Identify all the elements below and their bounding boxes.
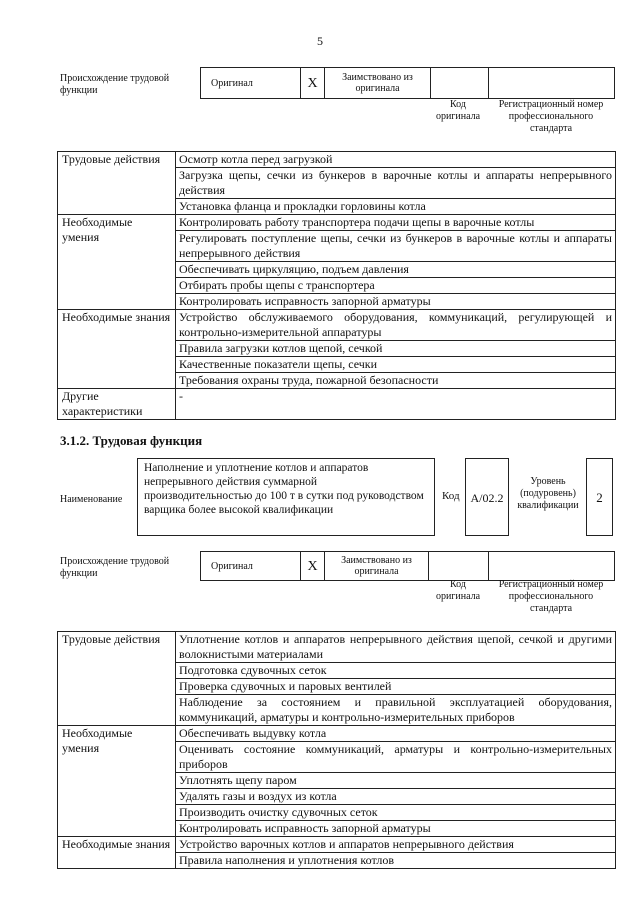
function-name: Наполнение и уплотнение котлов и аппаратов непрерывного действия суммарной производительностью до 100 т в сутки под руководством варщика более высокой квалификации <box>137 458 435 536</box>
table-row <box>58 726 616 742</box>
list-item: Удалять газы и воздух из котла <box>176 789 616 805</box>
origin-reg-cell <box>489 68 615 99</box>
list-item: Подготовка сдувочных сеток <box>176 663 616 679</box>
list-item: Правила загрузки котлов щепой, сечкой <box>176 341 616 357</box>
list-item: Осмотр котла перед загрузкой <box>176 152 616 168</box>
list-item: Устройство варочных котлов и аппаратов непрерывного действия <box>176 837 616 853</box>
table-row <box>58 837 616 853</box>
name-label: Наименование <box>60 494 123 505</box>
table-row <box>58 215 616 231</box>
category-knowledge: Необходимые знания <box>58 310 176 389</box>
list-item: Наблюдение за состоянием и правильной эксплуатацией оборудования, коммуникаций, арматуры и контрольно-измерительных приборов <box>176 695 616 726</box>
code-value: A/02.2 <box>465 458 509 536</box>
list-item: Требования охраны труда, пожарной безопасности <box>176 373 616 389</box>
list-item: Отбирать пробы щепы с транспортера <box>176 278 616 294</box>
category-skills: Необходимые умения <box>58 215 176 310</box>
category-knowledge-2: Необходимые знания <box>58 837 176 869</box>
list-item: Устройство обслуживаемого оборудования, коммуникаций, регулирующей и контрольно-измерительной аппаратуры <box>176 310 616 341</box>
list-item: Обеспечивать циркуляцию, подъем давления <box>176 262 616 278</box>
table-row <box>58 152 616 168</box>
category-labor-actions-2: Трудовые действия <box>58 632 176 726</box>
labor-function-table-1 <box>57 151 616 420</box>
section-title: 3.1.2. Трудовая функция <box>60 433 203 448</box>
origin-mark: X <box>301 68 325 99</box>
table-row <box>58 389 616 420</box>
labor-function-table-2 <box>57 631 616 869</box>
code-label: Код <box>442 490 460 502</box>
origin-code-note: Код оригинала <box>435 99 481 122</box>
list-item: Качественные показатели щепы, сечки <box>176 357 616 373</box>
list-item: Установка фланца и прокладки горловины котла <box>176 199 616 215</box>
category-labor-actions: Трудовые действия <box>58 152 176 215</box>
origin-borrowed-2: Заимствовано из оригинала <box>325 552 429 581</box>
origin-reg-cell-2 <box>489 552 615 581</box>
origin-code-cell-2 <box>429 552 489 581</box>
page-number: 5 <box>317 34 323 48</box>
category-skills-2: Необходимые умения <box>58 726 176 837</box>
category-other: Другие характеристики <box>58 389 176 420</box>
list-item: Контролировать работу транспортера подачи щепы в варочные котлы <box>176 215 616 231</box>
origin-code-note-2: Код оригинала <box>435 579 481 602</box>
list-item: Правила наполнения и уплотнения котлов <box>176 853 616 869</box>
list-item: Загрузка щепы, сечки из бункеров в варочные котлы и аппараты непрерывного действия <box>176 168 616 199</box>
origin-mark-2: X <box>301 552 325 581</box>
level-value: 2 <box>586 458 613 536</box>
list-item: Обеспечивать выдувку котла <box>176 726 616 742</box>
list-item: Регулировать поступление щепы, сечки из бункеров в варочные котлы и аппараты непрерывного действия <box>176 231 616 262</box>
list-item: Проверка сдувочных и паровых вентилей <box>176 679 616 695</box>
list-item: Производить очистку сдувочных сеток <box>176 805 616 821</box>
list-item: Контролировать исправность запорной арматуры <box>176 294 616 310</box>
list-item: Оценивать состояние коммуникаций, арматуры и контрольно-измерительных приборов <box>176 742 616 773</box>
list-item: Уплотнять щепу паром <box>176 773 616 789</box>
origin-borrowed: Заимствовано из оригинала <box>325 68 431 99</box>
table-row <box>58 632 616 663</box>
origin-grid <box>200 67 615 99</box>
origin-original: Оригинал <box>201 68 301 99</box>
other-value: - <box>176 389 616 420</box>
origin-grid-2 <box>200 551 615 581</box>
origin-reg-note-2: Регистрационный номер профессионального стандарта <box>498 579 604 614</box>
origin-label-2: Происхождение трудовой функции <box>60 556 170 579</box>
list-item: Контролировать исправность запорной арматуры <box>176 821 616 837</box>
level-label: Уровень (подуровень) квалификации <box>517 476 579 511</box>
origin-reg-note: Регистрационный номер профессионального стандарта <box>498 99 604 134</box>
origin-original-2: Оригинал <box>201 552 301 581</box>
table-row <box>58 310 616 341</box>
list-item: Уплотнение котлов и аппаратов непрерывного действия щепой, сечкой и другими волокнистыми материалами <box>176 632 616 663</box>
origin-code-cell <box>431 68 489 99</box>
origin-label: Происхождение трудовой функции <box>60 73 170 96</box>
